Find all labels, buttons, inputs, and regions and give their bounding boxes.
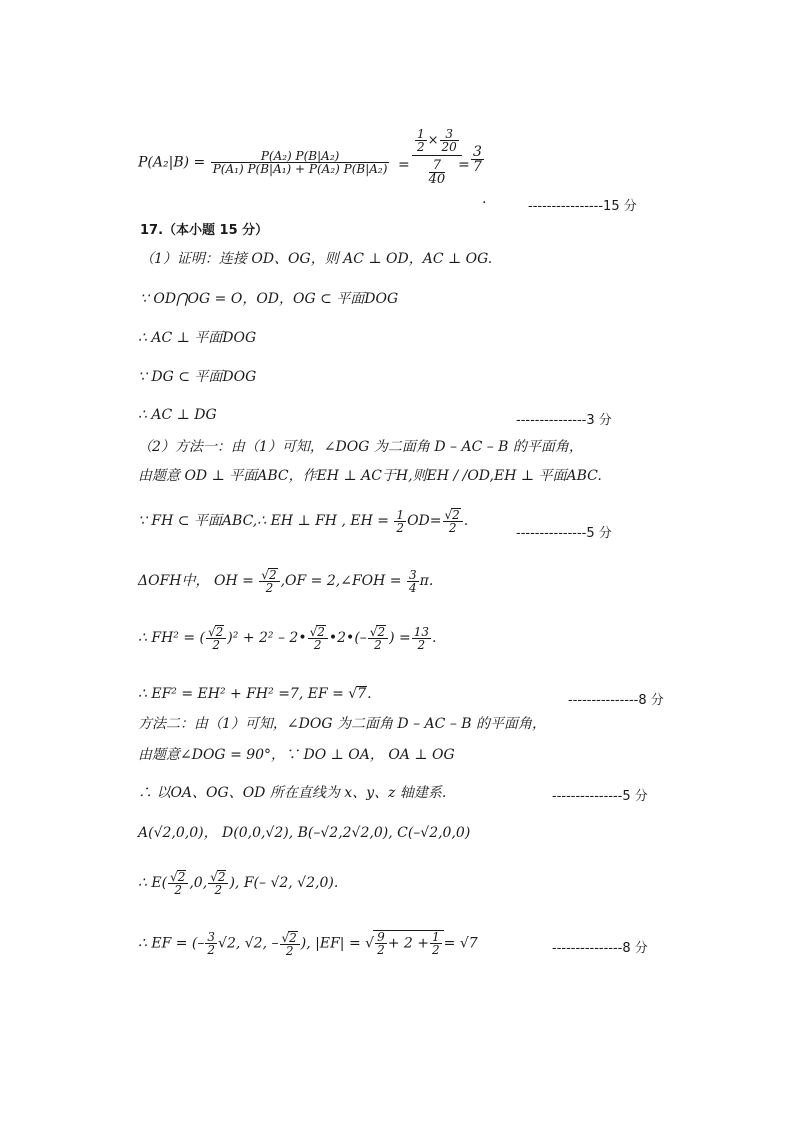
- line-4: ∵ DG ⊂ 平面DOG: [138, 369, 257, 385]
- line-8-a: ∵ FH ⊂ 平面ABC,∴ EH ⊥ FH , EH =: [138, 513, 389, 529]
- formula-dot: .: [482, 191, 487, 207]
- line-15: A(√2,0,0)， D(0,0,√2), B(–√2,2√2,0), C(–√2,0,0): [138, 825, 471, 841]
- line-10-root2-num: 2: [317, 625, 325, 639]
- line-17-in2-num: 1: [432, 930, 440, 944]
- formula-eq2: =: [458, 157, 470, 173]
- formula-fraction: [211, 150, 390, 175]
- line-17-in-num: 9: [377, 930, 385, 944]
- line-9-frac-den: 4: [408, 580, 417, 595]
- line-14: ∴ 以OA、OG、OD 所在直线为 x、y、z 轴建系.: [138, 785, 447, 801]
- line-10-d: ) =: [389, 630, 411, 646]
- line-17-frac-num: 3: [207, 930, 216, 944]
- line-13: 由题意∠DOG = 90°，∵ DO ⊥ OA， OA ⊥ OG: [138, 747, 455, 763]
- line-11: ∴ EF² = EH² + FH² =7, EF = √7.: [138, 686, 372, 702]
- line-10-root3-num: 2: [377, 625, 386, 639]
- line-1: （1）证明：连接 OD、OG，则 AC ⊥ OD，AC ⊥ OG.: [140, 251, 493, 267]
- score-8a: ---------------8 分: [568, 693, 664, 708]
- line-17-in2-den: 2: [432, 943, 440, 957]
- line-17-e: = √7: [443, 935, 478, 952]
- line-16-root2-num: 2: [217, 870, 226, 884]
- line-2: ∵ OD⋂OG = O，OD，OG ⊂ 平面DOG: [140, 291, 399, 307]
- line-8-root-den: 2: [448, 521, 457, 535]
- line-12: 方法二：由（1）可知，∠DOG 为二面角 D – AC – B 的平面角，: [138, 716, 547, 732]
- line-7: 由题意 OD ⊥ 平面ABC，作EH ⊥ AC于H,则EH / /OD,EH ⊥ 平面ABC.: [138, 468, 602, 484]
- formula-bot-den: 40: [428, 172, 446, 187]
- line-10-root-num: 2: [215, 625, 224, 639]
- line-9-root-den: 2: [265, 581, 274, 595]
- line-16-root2-den: 2: [214, 883, 223, 897]
- formula-result-num: 3: [473, 144, 482, 160]
- formula-result-den: 7: [473, 159, 482, 175]
- line-10-c: •2•(–: [328, 630, 367, 646]
- line-8-half-den: 2: [396, 520, 405, 535]
- formula-compound-fraction: [412, 128, 462, 186]
- line-9-c: π.: [419, 573, 434, 589]
- formula-eq1: =: [398, 157, 410, 173]
- line-9-frac-num: 3: [408, 567, 417, 582]
- formula-lhs: P(A₂|B) =: [138, 154, 206, 171]
- line-17-frac-den: 2: [207, 943, 216, 957]
- line-17: ∴ EF = (– $\frac{3}{2}$ √2, √2, – $\frac{√2}{2}$ ), |EF| = √ $\frac{9}{2}$ + 2 + $\frac{1}{2}$ = √7: [138, 930, 478, 958]
- bayes-formula: [138, 150, 390, 175]
- formula-top-a-den: 2: [417, 140, 425, 154]
- line-10-res-den: 2: [417, 637, 426, 652]
- line-11-b: .: [367, 686, 372, 702]
- formula-denominator: P(A₁) P(B|A₁) + P(A₂) P(B|A₂): [212, 162, 388, 176]
- question-title: 17.（本小题 15 分）: [140, 223, 269, 238]
- line-9-root-num: 2: [268, 568, 277, 582]
- line-11-a: ∴ EF² = EH² + FH² =7, EF =: [138, 686, 344, 702]
- line-10-root3-den: 2: [374, 638, 382, 652]
- line-10-b: )² + 2² – 2•: [227, 630, 307, 646]
- line-9-a: ΔOFH中， OH =: [138, 573, 254, 589]
- line-8-c: .: [463, 513, 469, 529]
- line-6: （2）方法一：由（1）可知，∠DOG 为二面角 D – AC – B 的平面角，: [138, 439, 583, 455]
- line-10: ∴ FH² = ( $\frac{√2}{2}$ )² + 2² – 2• $\frac{√2}{2}$ •2•(– $\frac{√2}{2}$ ) = $\frac{13}{2}$ .: [138, 624, 437, 652]
- line-10-a: ∴ FH² = (: [138, 630, 205, 646]
- line-8: ∵ FH ⊂ 平面ABC,∴ EH ⊥ FH , EH = $\frac{1}{2}$ OD= $\frac{√2}{2}$ .: [138, 507, 469, 535]
- line-10-res-num: 13: [413, 624, 430, 639]
- line-17-a: ∴ EF = (–: [138, 935, 205, 952]
- formula-top-a-num: 1: [417, 127, 425, 141]
- line-8-root-num: 2: [452, 508, 460, 522]
- formula-top-b-den: 20: [441, 140, 457, 154]
- line-9: ΔOFH中， OH = $\frac{√2}{2}$ ,OF = 2,∠FOH = $\frac{3}{4}$ π.: [138, 567, 434, 595]
- formula-numerator: P(A₂) P(B|A₂): [211, 150, 390, 163]
- score-5b: ---------------5 分: [552, 789, 648, 804]
- line-16-c: ), F(– √2, √2,0).: [229, 875, 339, 891]
- line-17-c: ), |EF| =: [300, 935, 361, 952]
- line-17-in-den: 2: [377, 943, 385, 957]
- line-3: ∴ AC ⊥ 平面DOG: [138, 330, 257, 346]
- score-8b: ---------------8 分: [552, 941, 648, 956]
- score-5a: ---------------5 分: [516, 526, 612, 541]
- line-17-root-den: 2: [285, 943, 294, 958]
- formula-times: ×: [427, 133, 439, 148]
- line-11-sqrt: 7: [357, 686, 367, 702]
- score-15: ----------------15 分: [528, 199, 637, 214]
- line-10-e: .: [432, 630, 437, 646]
- line-16-root-den: 2: [174, 883, 183, 897]
- line-17-d: + 2 +: [387, 935, 430, 952]
- line-16-root-num: 2: [177, 870, 186, 884]
- score-3: ---------------3 分: [516, 413, 612, 428]
- line-8-half-num: 1: [396, 507, 405, 522]
- formula-bot-num: 7: [429, 159, 445, 173]
- line-17-root-num: 2: [289, 930, 297, 945]
- line-16-a: ∴ E(: [138, 875, 168, 891]
- line-16-b: ,0,: [189, 875, 208, 891]
- formula-top-b-num: 3: [440, 128, 459, 141]
- line-5: ∴ AC ⊥ DG: [138, 407, 217, 423]
- line-8-b: OD=: [407, 513, 442, 529]
- line-10-root-den: 2: [212, 638, 220, 652]
- line-9-b: ,OF = 2,∠FOH =: [280, 573, 402, 589]
- line-16: ∴ E( $\frac{√2}{2}$ ,0, $\frac{√2}{2}$ ), F(– √2, √2,0).: [138, 870, 339, 897]
- formula-result: [470, 145, 485, 174]
- line-10-root2-den: 2: [313, 638, 322, 652]
- line-17-b: √2, √2, –: [218, 935, 279, 952]
